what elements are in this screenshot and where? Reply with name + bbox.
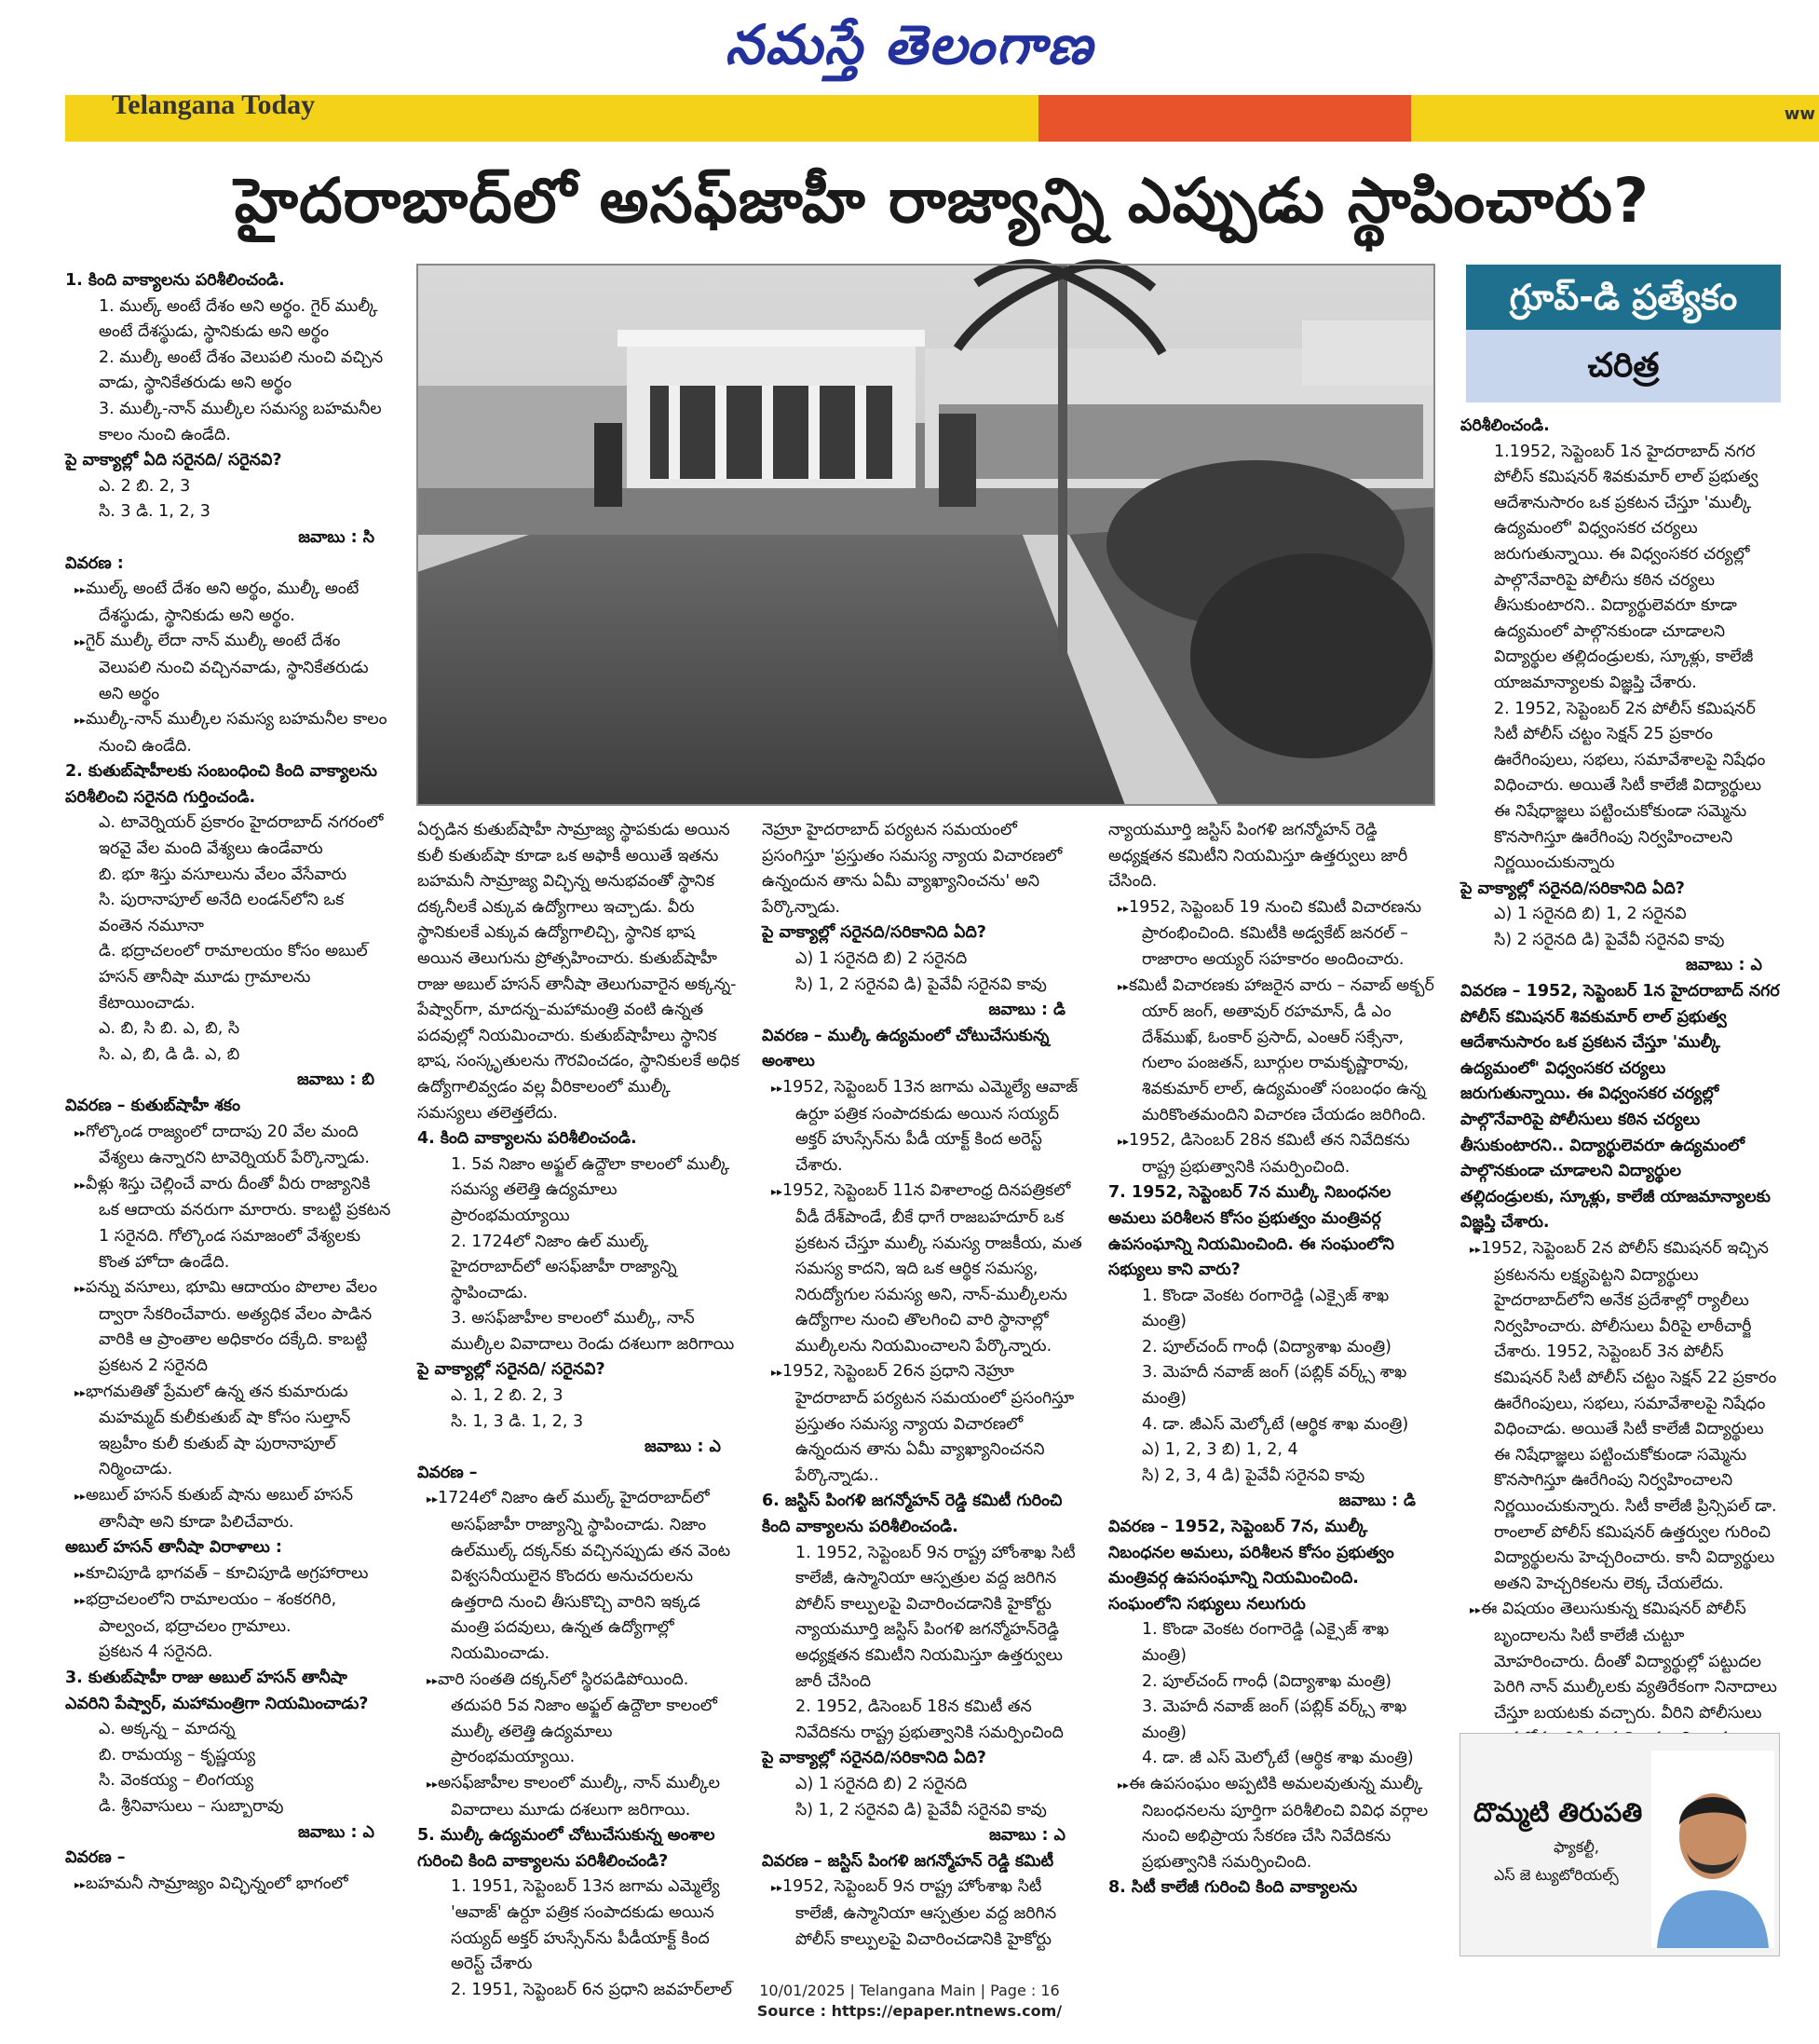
text-line: 2. 1951, సెప్టెంబర్ 6న ప్రధాని జవహర్‌లాల్ — [451, 1980, 732, 1999]
text-line: ▸▸ 1952, సెప్టెంబర్ 11న విశాలాంధ్ర దినపత్రికలో వీడీ దేశ్‌పాండే, బీకే ధాగే రాజబహదూర్ ఒక ప్రకటన చేస్తూ ముల్కీ సమస్య రాజకీయ, మత సమస్య కాదని, ఇది ఒక ఆర్థిక సమస్య, నిరుద్యోగుల సమస్య అని, నాన్-ముల్కీలను ఉద్యోగాల నుంచి తొలగించి వారి స్థానాల్లో ముల్కీలను నియమించాలని పేర్కొన్నారు. — [762, 1179, 1084, 1359]
author-box — [1459, 1733, 1780, 1956]
text-line: సి. ఎ, బి, డి డి. ఎ, బి — [99, 1044, 240, 1064]
text-line: ▸▸ కూచిపూడి భాగవత్ – కూచిపూడి అగ్రహారాలు — [65, 1561, 393, 1588]
text-line: 2. 1724లో నిజాం ఉల్ ముల్క్ హైదరాబాద్‌లో అసఫ్‌జాహీ రాజ్యాన్ని స్థాపించాడు. — [451, 1232, 677, 1302]
text-line: ▸▸ అసఫ్‌జాహీల కాలంలో ముల్కీ, నాన్ ముల్కీల వివాదాలు మూడు దశలుగా జరిగాయి. — [417, 1771, 740, 1823]
text-line: డి. భద్రాచలంలో రామాలయం కోసం అబుల్ హసన్ తానీషా మూడు గ్రామాలను కేటాయించాడు. — [99, 942, 368, 1013]
text-line: ఎ. టావెర్నియర్ ప్రకారం హైదరాబాద్ నగరంలో ఇరవై వేల మంది వేశ్యలు ఉండేవారు — [99, 813, 384, 859]
text-line: సి) 1, 2 సరైనవి డి) పైవేవీ సరైనవి కావు — [795, 1800, 1047, 1819]
text-line: సి) 2, 3, 4 డి) పైవేవీ సరైనవి కావు — [1142, 1465, 1365, 1485]
headline-text: హైదరాబాద్‌లో అసఫ్‌జాహీ రాజ్యాన్ని ఎప్పుడు స్థాపించారు? — [234, 165, 1650, 237]
text-line: సి) 1, 2 సరైనవి డి) పైవేవీ సరైనవి కావు — [795, 974, 1047, 994]
column-4 — [1108, 818, 1434, 1953]
text-line: ▸▸ 1952, సెప్టెంబర్ 26న ప్రధాని నెహ్రూ హైదరాబాద్ పర్యటన సమయంలో ప్రసంగిస్తూ ప్రస్తుతం సమస్య న్యాయ విచారణలో ఉన్నందున తాను ఏమీ వ్యాఖ్యానించనని పేర్కొన్నాడు.. — [762, 1359, 1084, 1489]
text-line: పై వాక్యాల్లో సరైనది/సరికానిది ఏది? — [1460, 879, 1685, 898]
column-1 — [65, 268, 393, 1953]
text-line: 4. డా. జీ ఎస్ మెల్కోటే (ఆర్థిక శాఖ మంత్రి) — [1142, 1749, 1414, 1768]
text-line: 6. జస్టిస్ పింగళి జగన్మోహన్ రెడ్డి కమిటీ గురించి కింది వాక్యాలను పరిశీలించండి. — [762, 1492, 1063, 1537]
text-line: 1.1952, సెప్టెంబర్ 1న హైదరాబాద్ నగర పోలీస్ కమిషనర్ శివకుమార్ లాల్ ప్రభుత్వ ఆదేశానుసారం ఒక ప్రకటన చేస్తూ 'ముల్కీ ఉద్యమంలో' విధ్వంసకర చర్యలు జరుగుతున్నాయి. ఈ విధ్వంసకర చర్యల్లో పాల్గొనేవారిపై పోలీసు కఠిన చర్యలు తీసుకుంటారని.. విద్యార్థులెవరూ కూడా ఉద్యమంలో పాల్గొనకుండా చూడాలని విద్యార్థుల తల్లిదండ్రులకు, స్కూళ్లు, కాలేజీ యాజమాన్యాలకు విజ్ఞప్తి చేశారు. — [1494, 442, 1758, 692]
text-line: డి. శ్రీనివాసులు – సుబ్బారావు — [99, 1797, 284, 1817]
text-line: నెహ్రూ హైదరాబాద్ పర్యటన సమయంలో ప్రసంగిస్తూ 'ప్రస్తుతం సమస్య న్యాయ విచారణలో ఉన్నందున తాను ఏమీ వ్యాఖ్యానించను' అని పేర్కొన్నాడు. — [762, 821, 1063, 917]
text-line: 2. పూల్‌చంద్ గాంధీ (విద్యాశాఖ మంత్రి) — [1142, 1671, 1391, 1691]
text-line: పై వాక్యాల్లో సరైనది/సరికానిది ఏది? — [762, 923, 986, 943]
text-line: జవాబు : బి — [297, 1070, 374, 1090]
text-line: 5. ముల్కీ ఉద్యమంలో చోటుచేసుకున్న అంశాల గురించి కింది వాక్యాలను పరిశీలించండి? — [417, 1826, 715, 1871]
text-line: 4. డా. జీఎస్ మెల్కోటే (ఆర్థిక శాఖ మంత్రి) — [1142, 1414, 1409, 1434]
text-line: జవాబు : ఎ — [298, 1822, 374, 1842]
text-line: 3. అసఫ్‌జాహీల కాలంలో ముల్కీ, నాన్ ముల్కీల వివాదాలు రెండు దశలుగా జరిగాయి — [451, 1309, 735, 1354]
text-line: సి. పురానాపూల్ అనేది లండన్‌లోని ఒక వంతెన నమూనా — [99, 891, 345, 935]
text-line: 1. కొండా వెంకట రంగారెడ్డి (ఎక్సైజ్ శాఖ మంత్రి) — [1142, 1286, 1390, 1331]
text-line: ▸▸ గోల్కొండ రాజ్యంలో దాదాపు 20 వేల మంది వేశ్యలు ఉన్నారని టావెర్నియర్ పేర్కొన్నాడు. — [65, 1120, 393, 1172]
text-line: పరిశీలించండి. — [1460, 416, 1550, 435]
text-line: 1. కొండా వెంకట రంగారెడ్డి (ఎక్సైజ్ శాఖ మంత్రి) — [1142, 1620, 1390, 1665]
text-line: 3. మెహదీ నవాజ్ జంగ్ (పబ్లిక్ వర్క్స్ శాఖ మంత్రి) — [1142, 1363, 1407, 1409]
text-line: బి. భూ శిస్తు వసూలును వేలం వేసేవారు — [99, 865, 347, 884]
text-line: జవాబు : సి — [298, 527, 374, 547]
text-line: వివరణ : — [65, 553, 124, 573]
band-right-text: ww — [1784, 104, 1815, 124]
masthead — [0, 0, 1819, 93]
special-section-title: గ్రూప్‌-డి ప్రత్యేకం — [1466, 265, 1781, 330]
text-line: న్యాయమూర్తి జస్టిస్ పింగళి జగన్మోహన్ రెడ్డి అధ్యక్షతన కమిటీని నియమిస్తూ ఉత్తర్వులు జారీ చేసింది. — [1108, 821, 1408, 892]
text-line: 2. 1952, సెప్టెంబర్ 2న పోలీస్ కమిషనర్ సిటీ పోలీస్ చట్టం సెక్షన్ 25 ప్రకారం ఊరేగింపులు, సభలు, సమావేశాలపై నిషేధం విధించారు. అయితే సిటీ కాలేజీ విద్యార్థులు ఈ నిషేధాజ్ఞలు పట్టించుకోకుండా సమ్మెను కొనసాగిస్తూ ఊరేగింపు నిర్వహించాలని నిర్ణయించుకున్నారు — [1494, 699, 1766, 873]
band-left-text: Telangana Today — [112, 89, 316, 120]
text-line: 1. ముల్క్ అంటే దేశం అని అర్థం. గైర్ ముల్కీ అంటే దేశస్థుడు, స్థానికుడు అని అర్థం — [99, 296, 378, 342]
text-line: ▸▸ వీళ్లు శిస్తు చెల్లించే వారు దీంతో వీరు రాజ్యానికి ఒక ఆదాయ వనరుగా మారారు. కాబట్టి ప్రకటన 1 సరైనది. గోల్కొండ సమాజంలో వేశ్యలకు కొంత హోదా ఉండేది. — [65, 1172, 393, 1275]
text-line: సి. వెంకయ్య – లింగయ్య — [99, 1771, 254, 1791]
newspaper-title: నమస్తే తెలంగాణ — [725, 13, 1094, 76]
text-line: 1. 1951, సెప్టెంబర్ 13న జగామ ఎమ్మెల్యే 'ఆవాజ్' ఉర్దూ పత్రిక సంపాదకుడు అయిన సయ్యద్ అక్తర్ హుస్సేన్‌ను పీడీయాక్ట్ కింద అరెస్ట్ చేశారు — [451, 1877, 720, 1974]
text-line: జవాబు : ఎ — [645, 1438, 721, 1457]
text-line: ▸▸ బహమనీ సామ్రాజ్యం విచ్ఛిన్నంలో భాగంలో — [65, 1872, 393, 1899]
footer-source: Source : https://epaper.ntnews.com/ — [756, 2002, 1063, 2020]
text-line: వివరణ – 1952, సెప్టెంబర్ 7న, ముల్కీ నిబంధనల అమలు, పరిశీలన కోసం ప్రభుత్వం మంత్రివర్గ ఉపసంఘాన్ని నియమించింది. సంఘంలోని సభ్యులు నలుగురు — [1108, 1518, 1394, 1614]
text-line: 2. ముల్కీ అంటే దేశం వెలుపలి నుంచి వచ్చిన వాడు, స్థానికేతరుడు అని అర్థం — [99, 347, 384, 393]
text-line: ఎ) 1, 2, 3 బి) 1, 2, 4 — [1142, 1440, 1298, 1460]
text-line: ▸▸ కమిటీ విచారణకు హాజరైన వారు – నవాబ్ అక్బర్ యార్ జంగ్, అతావుర్ రహమాన్, డీ ఎం దేశ్‌ముఖ్, ఓంకార్ ప్రసాద్, ఎంఆర్ సక్సేనా, గులాం పంజతన్, బూర్గుల రామకృష్ణారావు, శివకుమార్ లాల్, ఉద్యమంతో సంబంధం ఉన్న మరికొంతమందిని విచారణ చేయడం జరిగింది. — [1108, 974, 1434, 1129]
text-line: ఎ. 1, 2 బి. 2, 3 — [451, 1386, 563, 1406]
text-line: ▸▸ గైర్ ముల్కీ లేదా నాన్ ముల్కీ అంటే దేశం వెలుపలి నుంచి వచ్చినవాడు, స్థానికేతరుడు అని అర్థం — [65, 629, 393, 707]
text-line: ▸▸ ముల్కీ-నాన్ ముల్కీల సమస్య బహమనీల కాలం నుంచి ఉండేది. — [65, 707, 393, 759]
text-line: పై వాక్యాల్లో ఏది సరైనది/ సరైనవి? — [65, 451, 282, 470]
band-red-block — [1038, 95, 1411, 142]
text-line: ఎ) 1 సరైనది బి) 2 సరైనది — [795, 948, 968, 968]
text-line: జవాబు : డి — [1338, 1492, 1416, 1511]
text-line: 3. కుతుబ్‌షాహీ రాజు అబుల్ హసన్ తానీషా ఎవరిని పేష్వార్, మహామంత్రిగా నియమించాడు? — [65, 1669, 369, 1713]
text-line: 1. 5వ నిజాం అఫ్జల్ ఉద్దౌలా కాలంలో ముల్కీ సమస్య తలెత్తి ఉద్యమాలు ప్రారంభమయ్యాయి — [451, 1154, 730, 1225]
text-line: 1. 1952, సెప్టెంబర్ 9న రాష్ట్ర హోంశాఖ సిటీ కాలేజీ, ఉస్మానియా ఆస్పత్రుల వద్ద జరిగిన పోలీస్ కాల్పులపై విచారించడానికి హైకోర్టు న్యాయమూర్తి జస్టిస్ పింగళి జగన్మోహన్‌రెడ్డి అధ్యక్షతన కమిటీని నియమిస్తూ ఉత్తర్వులు జారీ చేసింది — [795, 1543, 1076, 1691]
text-line: ఎ. 2 బి. 2, 3 — [99, 476, 191, 496]
author-name: దొమ్మటి తిరుపతి — [1473, 1797, 1643, 1828]
text-line: పై వాక్యాల్లో సరైనది/ సరైనవి? — [417, 1360, 605, 1380]
text-line: జవాబు : డి — [988, 1001, 1066, 1020]
text-line: ▸▸ వారి సంతతి దక్కన్‌లో స్థిరపడిపోయింది. తదుపరి 5వ నిజాం అఫ్జల్ ఉద్దౌలా కాలంలో ముల్కీ తలెత్తి ఉద్యమాలు ప్రారంభమయ్యాయి. — [417, 1668, 740, 1771]
author-avatar-icon — [1651, 1751, 1774, 1948]
author-role: ఫ్యాకల్టీ, — [1554, 1838, 1599, 1856]
page-footer — [0, 1981, 1819, 2022]
text-line: 8. సిటీ కాలేజీ గురించి కింది వాక్యాలను — [1108, 1878, 1358, 1898]
text-line: ఎ) 1 సరైనది బి) 2 సరైనది — [795, 1774, 968, 1793]
text-line: ఎ. బి, సి బి. ఎ, బి, సి — [99, 1019, 240, 1039]
text-line: 7. 1952, సెప్టెంబర్ 7న ముల్కీ నిబంధనల అమలు పరిశీలన కోసం ప్రభుత్వం మంత్రివర్గ ఉపసంఘాన్ని నియమించింది. ఈ సంఘంలోని సభ్యులు కాని వారు? — [1108, 1183, 1394, 1280]
column-2 — [417, 818, 740, 1999]
text-line: అబుల్ హసన్ తానీషా విరాళాలు : — [65, 1538, 282, 1558]
text-line: ▸▸ ముల్క్ అంటే దేశం అని అర్థం, ముల్కీ అంటే దేశస్థుడు, స్థానికుడు అని అర్థం. — [65, 577, 393, 629]
text-line: ప్రకటన 4 సరైనది. — [99, 1642, 213, 1662]
text-line: 4. కింది వాక్యాలను పరిశీలించండి. — [417, 1129, 637, 1149]
text-line: ▸▸ పన్ను వసూలు, భూమి ఆదాయం పొలాల వేలం ద్వారా సేకరించేవారు. అత్యధిక వేలం పాడిన వారికి ఆ ప్రాంతాల అధికారం దక్కేది. కాబట్టి ప్రకటన 2 సరైనది — [65, 1275, 393, 1379]
text-line: బి. రామయ్య – కృష్ణయ్య — [99, 1745, 256, 1765]
text-line: సి. 3 డి. 1, 2, 3 — [99, 502, 210, 522]
text-line: వివరణ – కుతుబ్‌షాహీ శకం — [65, 1097, 240, 1115]
author-photo — [1651, 1751, 1774, 1948]
text-line: 3. ముల్కీ-నాన్ ముల్కీల సమస్య బహమనీల కాలం నుంచి ఉండేది. — [99, 399, 382, 444]
text-line: 3. మెహదీ నవాజ్ జంగ్ (పబ్లిక్ వర్క్స్ శాఖ మంత్రి) — [1142, 1697, 1407, 1742]
subject-label: చరిత్ర — [1466, 330, 1781, 402]
article-photo — [417, 265, 1434, 805]
text-line: సి. 1, 3 డి. 1, 2, 3 — [451, 1411, 584, 1431]
header-band — [65, 89, 1819, 142]
text-line: ▸▸ ఈ విషయం తెలుసుకున్న కమిషనర్ పోలీస్ బృందాలను సిటీ కాలేజీ చుట్టూ మోహరించారు. దీంతో విద్యార్థుల్లో పట్టుదల పెరిగి నాన్ ముల్కీలకు వ్యతిరేకంగా నినాదాలు చేస్తూ బయటకు వచ్చారు. వీరిని పోలీసులు — [1460, 1597, 1781, 1804]
palace-photo-illustration — [417, 265, 1434, 805]
column-3 — [762, 818, 1084, 1953]
text-line: జవాబు : ఎ — [989, 1826, 1066, 1846]
text-line: వివరణ – ముల్కీ ఉద్యమంలో చోటుచేసుకున్న అంశాలు — [762, 1026, 1050, 1071]
text-line: 2. కుతుబ్‌షాహీలకు సంబంధించి కింది వాక్యాలను పరిశీలించి సరైనది గుర్తించండి. — [65, 762, 377, 807]
column-5 — [1460, 414, 1781, 1724]
text-line: వివరణ – — [65, 1848, 126, 1868]
text-line: ఏర్పడిన కుతుబ్‌షాహీ సామ్రాజ్య స్థాపకుడు అయిన కులీ కుతుబ్‌షా కూడా ఒక అఫాకీ అయితే ఇతను బహమనీ సామ్రాజ్య విచ్ఛిన్న అనుభవంతో స్థానిక దక్కనీలకే ఎక్కువ ఉద్యోగాలు ఇచ్చాడు. వీరు స్థానికులకే ఎక్కువ ఉద్యోగాలిచ్చి, స్థానిక భాష అయిన తెలుగును ప్రోత్సహించారు. కుతుబ్‌షాహీ రాజు అబుల్ హసన్ తానీషా తెలుగువారైన అక్కన్న-పేష్వార్‌గా, మాదన్న–మహామంత్రి వంటి ఉన్నత పదవుల్లో నియమించారు. కుతుబ్‌షాహీలు స్థానిక భాష, సంస్కృతులను గౌరవించడం, స్థానికులకే అధిక ఉద్యోగాలివ్వడం వల్ల వీరికాలంలో ముల్కీ సమస్యలు తలెత్తలేదు. — [417, 821, 740, 1123]
text-line: ▸▸ 1952, సెప్టెంబర్ 9న రాష్ట్ర హోంశాఖ సిటీ కాలేజీ, ఉస్మానియా ఆస్పత్రుల వద్ద జరిగిన పోలీస్ కాల్పులపై విచారించడానికి హైకోర్టు — [762, 1874, 1084, 1953]
text-line: ఎ. అక్కన్న – మాదన్న — [99, 1720, 236, 1739]
text-line: 1. కింది వాక్యాలను పరిశీలించండి. — [65, 271, 285, 290]
text-line: ▸▸ అబుల్ హసన్ కుతుబ్ షాను అబుల్ హసన్ తానీషా అని కూడా పిలిచేవారు. — [65, 1483, 393, 1535]
text-line: 2. పూల్‌చంద్ గాంధీ (విద్యాశాఖ మంత్రి) — [1142, 1337, 1391, 1356]
text-line: ▸▸ భాగమతితో ప్రేమలో ఉన్న తన కుమారుడు మహమ్మద్ కులీకుతుబ్ షా కోసం సుల్తాన్ ఇబ్రహీం కులీ కుతుబ్ షా పురానాపూల్ నిర్మించాడు. — [65, 1380, 393, 1483]
text-line: ▸▸ 1952, డిసెంబర్ 28న కమిటీ తన నివేదికను రాష్ట్ర ప్రభుత్వానికి సమర్పించింది. — [1108, 1128, 1434, 1180]
text-line: వివరణ – జస్టిస్ పింగళి జగన్మోహన్ రెడ్డి కమిటీ — [762, 1851, 1054, 1871]
text-line: సి) 2 సరైనది డి) పైవేవీ సరైనవి కావు — [1494, 930, 1725, 949]
text-line: ఎ) 1 సరైనది బి) 1, 2 సరైనవి — [1494, 905, 1687, 924]
text-line: ▸▸ 1724లో నిజాం ఉల్ ముల్క్ హైదరాబాద్‌లో అసఫ్‌జాహీ రాజ్యాన్ని స్థాపించాడు. నిజాం ఉల్‌ముల్క్ దక్కన్‌కు వచ్చినప్పుడు తన వెంట విశ్వసనీయులైన కొందరు అనుచరులను ఉత్తరాది నుంచి తీసుకొచ్చి వారిని ఇక్కడ మంత్రి పదవులు, ఉన్నత ఉద్యోగాల్లో నియమించాడు. — [417, 1486, 740, 1667]
text-line: ▸▸ ఈ ఉపసంఘం అప్పటికి అమలవుతున్న ముల్కీ నిబంధనలను పూర్తిగా పరిశీలించి వివిధ వర్గాల నుంచి అభిప్రాయ సేకరణ చేసి నివేదికను ప్రభుత్వానికి సమర్పించింది. — [1108, 1772, 1434, 1875]
author-org: ఎస్ జె ట్యుటోరియల్స్ — [1494, 1866, 1619, 1884]
text-line: ▸▸ 1952, సెప్టెంబర్ 19 నుంచి కమిటీ విచారణను ప్రారంభించింది. కమిటీకి అడ్వకేట్ జనరల్ – రాజారాం అయ్యర్ సహకారం అందించారు. — [1108, 895, 1434, 974]
text-line: పై వాక్యాల్లో సరైనది/సరికానిది ఏది? — [762, 1749, 986, 1768]
text-line: జవాబు : ఎ — [1686, 956, 1762, 975]
text-line: ▸▸ 1952, సెప్టెంబర్ 13న జగామ ఎమ్మెల్యే ఆవాజ్ ఉర్దూ పత్రిక సంపాదకుడు అయిన సయ్యద్ అక్తర్ హుస్సేన్‌ను పీడీ యాక్ట్ కింద అరెస్ట్ చేశారు. — [762, 1075, 1084, 1179]
text-line: వివరణ – 1952, సెప్టెంబర్ 1న హైదరాబాద్ నగర పోలీస్ కమిషనర్ శివకుమార్ లాల్ ప్రభుత్వ ఆదేశానుసారం ఒక ప్రకటన చేస్తూ 'ముల్కీ ఉద్యమంలో' విధ్వంసకర చర్యలు జరుగుతున్నాయి. ఈ విధ్వంసకర చర్యల్లో పాల్గొనేవారిపై పోలీసులు కఠిన చర్యలు తీసుకుంటారని.. విద్యార్థులెవరూ ఉద్యమంలో పాల్గొనకుండా చూడాలని విద్యార్థుల తల్లిదండ్రులకు, స్కూళ్లు, కాలేజీ యాజమాన్యాలకు విజ్ఞప్తి చేశారు. — [1460, 982, 1780, 1233]
text-line: వివరణ – — [417, 1463, 478, 1482]
text-line: 2. 1952, డిసెంబర్ 18న కమిటీ తన నివేదికను రాష్ట్ర ప్రభుత్వానికి సమర్పించింది — [795, 1697, 1064, 1742]
text-line: ▸▸ 1952, సెప్టెంబర్ 2న పోలీస్ కమిషనర్ ఇచ్చిన ప్రకటనను లక్ష్యపెట్టని విద్యార్థులు హైదరాబాద్‌లోని అనేక ప్రదేశాల్లో ర్యాలీలు నిర్వహించారు. పోలీసులు వీరిపై లాఠీచార్జీ చేశారు. 1952, సెప్టెంబర్ 3న పోలీస్ కమిషనర్ సిటీ పోలీస్ చట్టం సెక్షన్ 22 ప్రకారం ఊరేగింపులు, సభలు, సమావేశాలపై నిషేధం విధించాడు. అయితే సిటీ కాలేజీ విద్యార్థులు ఈ నిషేధాజ్ఞలు పట్టించుకోకుండా సమ్మెను కొనసాగిస్తూ ఊరేగింపు నిర్వహించాలని నిర్ణయించుకున్నారు. సిటీ కాలేజీ ప్రిన్సిపల్ డా. రాంలాల్ పోలీస్ కమిషనర్ ఉత్తర్వుల గురించి విద్యార్థులను హెచ్చరించారు. కానీ విద్యార్థులు అతని హెచ్చరికలను లెక్క చేయలేదు. — [1460, 1236, 1781, 1597]
text-line: ▸▸ భద్రాచలంలోని రామాలయం – శంకరగిరి, పాల్వంచ, భద్రాచలం గ్రామాలు. — [65, 1588, 393, 1640]
article-headline — [65, 145, 1819, 257]
footer-date-page: 10/01/2025 | Telangana Main | Page : 16 — [759, 1982, 1060, 1999]
